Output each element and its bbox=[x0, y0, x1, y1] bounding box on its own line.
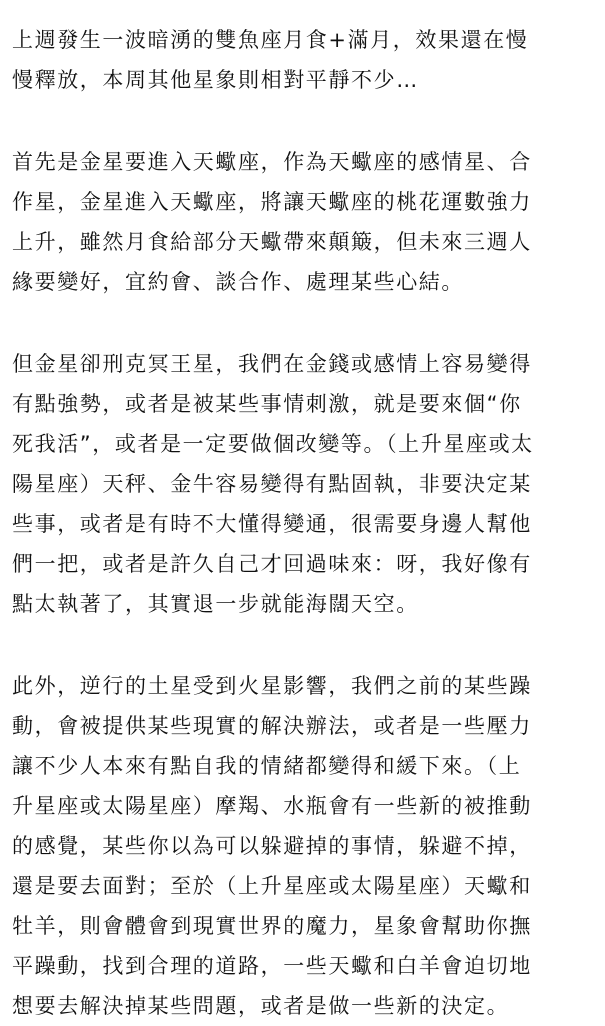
article-body bbox=[12, 20, 602, 1026]
text-line: 作星，金星進入天蠍座，將讓天蠍座的桃花運數強力 bbox=[12, 190, 532, 214]
paragraph-spacer bbox=[12, 302, 602, 344]
paragraph-saturn-mars bbox=[12, 666, 602, 1026]
text-line: 點太執著了，其實退一步就能海闊天空。 bbox=[12, 592, 419, 616]
text-line: 讓不少人本來有點自我的情緒都變得和緩下來。（上 bbox=[12, 754, 522, 778]
text-line: 些事，或者是有時不大懂得變通，很需要身邊人幫他 bbox=[12, 512, 532, 536]
paragraph-spacer bbox=[12, 100, 602, 142]
text-line: 慢釋放，本周其他星象則相對平靜不少… bbox=[12, 68, 419, 92]
paragraph-venus-pluto bbox=[12, 344, 602, 624]
text-line: 動，會被提供某些現實的解決辦法，或者是一些壓力 bbox=[12, 714, 532, 738]
text-line: 的感覺，某些你以為可以躲避掉的事情，躲避不掉， bbox=[12, 834, 532, 858]
paragraph-lunar-eclipse bbox=[12, 20, 602, 100]
text-line: 但金星卻刑克冥王星，我們在金錢或感情上容易變得 bbox=[12, 352, 532, 376]
text-line: 上週發生一波暗湧的雙魚座月食+滿月，效果還在慢 bbox=[12, 28, 529, 52]
text-line: 首先是金星要進入天蠍座，作為天蠍座的感情星、合 bbox=[12, 150, 532, 174]
text-line: 還是要去面對；至於（上升星座或太陽星座）天蠍和 bbox=[12, 874, 532, 898]
text-line: 升星座或太陽星座）摩羯、水瓶會有一些新的被推動 bbox=[12, 794, 532, 818]
text-line: 平躁動，找到合理的道路，一些天蠍和白羊會迫切地 bbox=[12, 954, 532, 978]
text-line: 緣要變好，宜約會、談合作、處理某些心結。 bbox=[12, 270, 464, 294]
text-line: 上升，雖然月食給部分天蠍帶來顛簸，但未來三週人 bbox=[12, 230, 532, 254]
text-line: 們一把，或者是許久自己才回過味來：呀，我好像有 bbox=[12, 552, 532, 576]
text-line: 想要去解決掉某些問題，或者是做一些新的決定。 bbox=[12, 994, 510, 1018]
paragraph-spacer bbox=[12, 624, 602, 666]
text-line: 牡羊，則會體會到現實世界的魔力，星象會幫助你撫 bbox=[12, 914, 532, 938]
text-line: 死我活”，或者是一定要做個改變等。（上升星座或太 bbox=[12, 432, 534, 456]
text-line: 有點強勢，或者是被某些事情刺激，就是要來個“你 bbox=[12, 392, 522, 416]
text-line: 陽星座）天秤、金牛容易變得有點固執，非要決定某 bbox=[12, 472, 532, 496]
paragraph-venus-scorpio bbox=[12, 142, 602, 302]
text-line: 此外，逆行的土星受到火星影響，我們之前的某些躁 bbox=[12, 674, 532, 698]
